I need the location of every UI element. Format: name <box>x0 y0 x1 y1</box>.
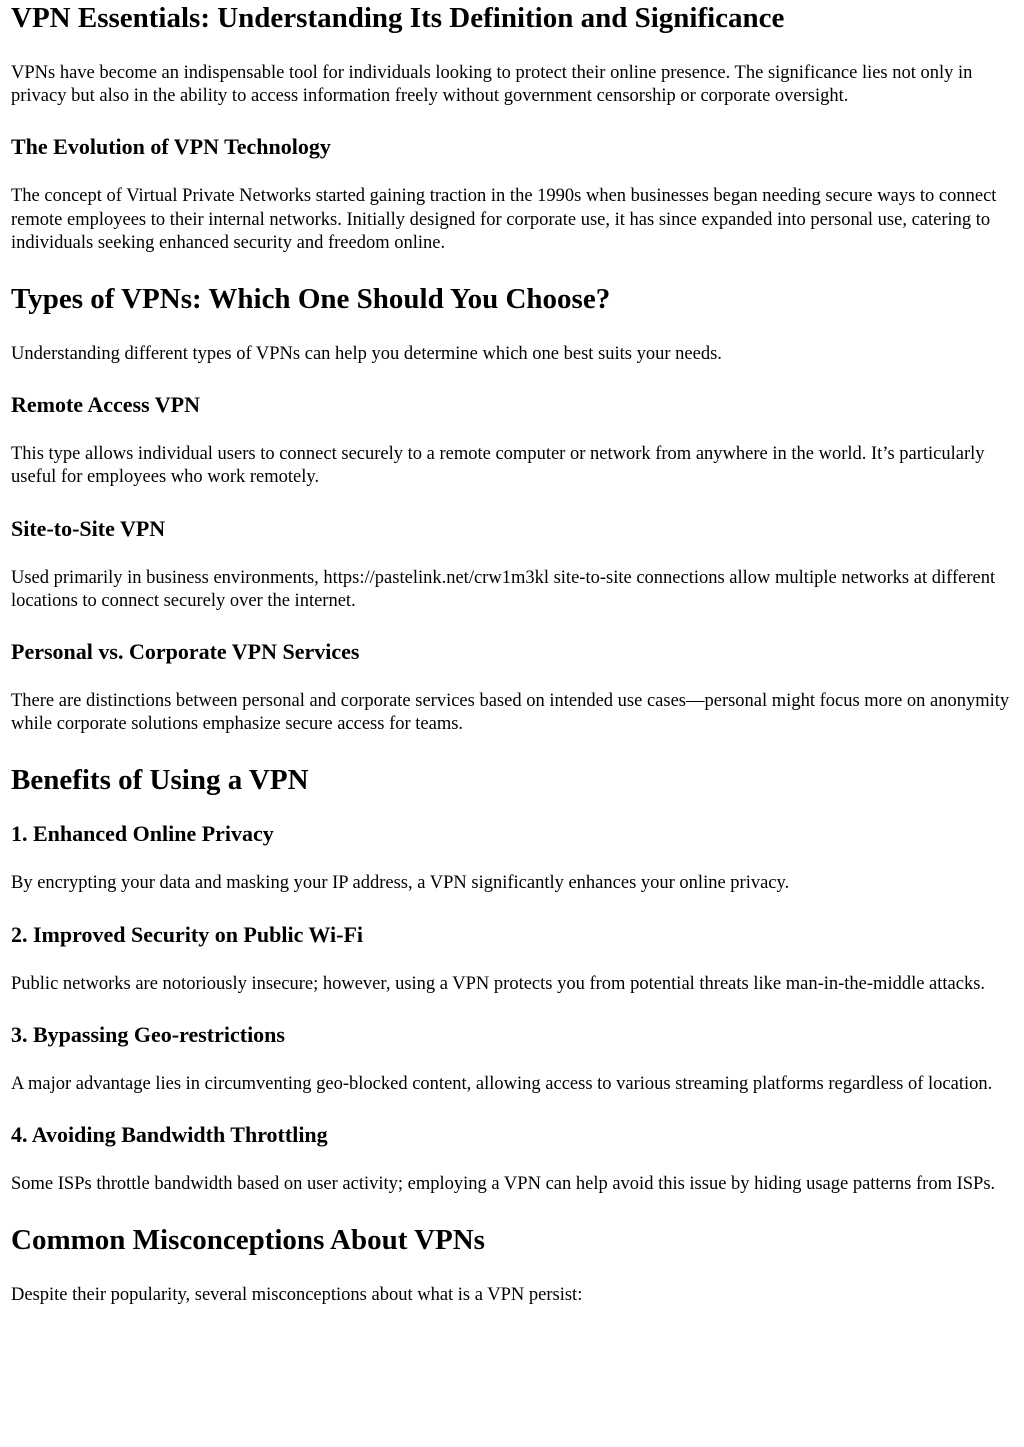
paragraph-misconceptions-intro: Despite their popularity, several misconceptions about what is a VPN persist: <box>11 1285 583 1306</box>
paragraph-geo-restrictions: A major advantage lies in circumventing geo-blocked content, allowing access to various streaming platforms regardless of location. <box>11 1073 993 1094</box>
paragraph-bandwidth-throttling: Some ISPs throttle bandwidth based on user activity; employing a VPN can help avoid this issue by hiding usage patterns from ISPs. <box>11 1174 996 1195</box>
subheading-personal-vs-corporate: Personal vs. Corporate VPN Services <box>11 639 360 665</box>
section-heading-misconceptions: Common Misconceptions About VPNs <box>11 1224 485 1257</box>
subheading-bandwidth-throttling: 4. Avoiding Bandwidth Throttling <box>11 1122 328 1148</box>
subheading-evolution: The Evolution of VPN Technology <box>11 134 331 160</box>
paragraph-public-wifi: Public networks are notoriously insecure; however, using a VPN protects you from potential threats like man-in-the-middle attacks. <box>11 973 986 994</box>
section-heading-types: Types of VPNs: Which One Should You Choose? <box>11 283 611 316</box>
paragraph-personal-vs-corporate: There are distinctions between personal and corporate services based on intended use cases—personal might focus more on anonymity while corporate solutions emphasize secure access for teams. <box>11 691 1010 735</box>
section-heading-vpn-essentials: VPN Essentials: Understanding Its Definition and Significance <box>11 2 785 34</box>
subheading-public-wifi: 2. Improved Security on Public Wi-Fi <box>11 921 364 947</box>
paragraph-vpn-significance: VPNs have become an indispensable tool for individuals looking to protect their online presence. The significance lies not only in privacy but also in the ability to access information freely without government censorship or corporate oversight. <box>11 63 973 107</box>
paragraph-site-to-site: Used primarily in business environments, https://pastelink.net/crw1m3kl site-to-site connections allow multiple networks at different locations to connect securely over the internet. <box>11 567 996 611</box>
subheading-privacy: 1. Enhanced Online Privacy <box>11 821 274 847</box>
subheading-geo-restrictions: 3. Bypassing Geo-restrictions <box>11 1021 285 1047</box>
section-heading-benefits: Benefits of Using a VPN <box>11 764 309 797</box>
paragraph-remote-access: This type allows individual users to connect securely to a remote computer or network from anywhere in the world. It’s particularly useful for employees who work remotely. <box>11 444 985 488</box>
paragraph-evolution: The concept of Virtual Private Networks started gaining traction in the 1990s when businesses began needing secure ways to connect remote employees to their internal networks. Initially designed for corporate use, it has since expanded into personal use, catering to individuals seeking enhanced security and freedom online. <box>11 186 997 253</box>
paragraph-privacy: By encrypting your data and masking your IP address, a VPN significantly enhances your online privacy. <box>11 873 790 894</box>
subheading-site-to-site: Site-to-Site VPN <box>11 515 166 541</box>
subheading-remote-access: Remote Access VPN <box>11 392 200 418</box>
article <box>0 1 1024 1307</box>
paragraph-types-intro: Understanding different types of VPNs can help you determine which one best suits your needs. <box>11 344 722 365</box>
